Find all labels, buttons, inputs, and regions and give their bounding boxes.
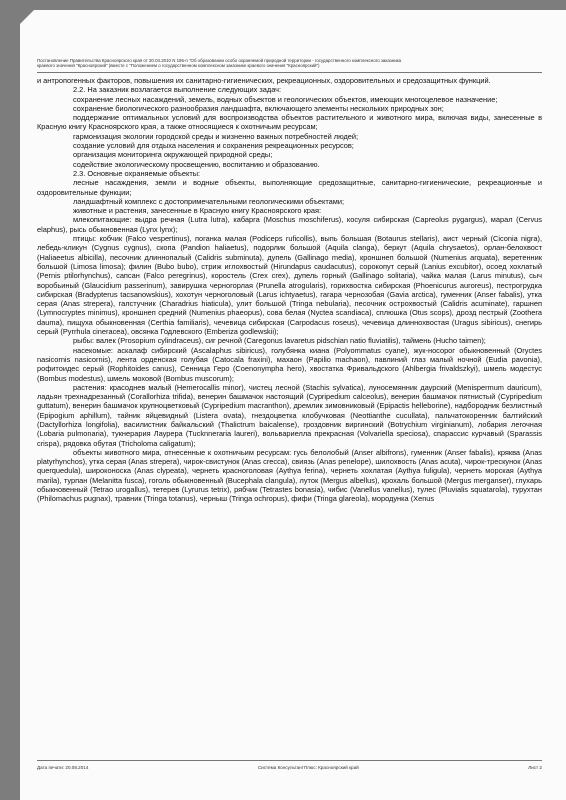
paragraph: содействие экологическому просвещению, воспитанию и образованию. [73, 159, 320, 169]
paragraph: объекты животного мира, отнесенные к охотничьим ресурсам: гусь белолобый (Anser albifrons), гуменник (Anser fabalis), кряква (Anas platyrhynchos), утка серая (Anas strepera), чирок-свистунок (Anas crecca), свиязь (Anas penelope), шилохвость (Anas acuta), чирок-трескунок (Anas querquedula), широконоска (Anas clypeata), чернеть красноголовая (Aythya ferina), чернеть хохлатая (Aythya fuligula), чернеть морская (Aythya marila), турпан (Melanitta fusca), гоголь обыкновенный (Bucephala clangula), луток (Mergus albellus), крохаль большой (Mergus merganser), глухарь обыкновенный (Tetrao urogallus), тетерев (Lyrurus tetrix), рябчик (Tetrastes bonasia), чибис (Vanellus vanellus), тулес (Pluvialis squatarola), турухтан (Philomachus pugnax), травник (Tringa totanus), черныш (Tringa ochropus), фифи (Tringa glareola), мородунка (Xenus [37, 447, 542, 504]
paragraph: организация мониторинга окружающей природной среды; [73, 150, 273, 160]
header-line-2: краевого значения "Красноярский" (вместе с "Положением о государственном комплексном заказнике краевого значения "Красноярский") [37, 63, 320, 69]
paragraph: лесные насаждения, земли и водные объекты, выполняющие средозащитные, санитарно-гигиенические, рекреационные и оздоровительные функции; [37, 178, 542, 197]
page-corner-fold [20, 10, 34, 24]
document-header [37, 58, 542, 69]
paragraph: и антропогенных факторов, повышения их санитарно-гигиенических, рекреационных, оздоровительных и средозащитных функций. [37, 76, 491, 85]
header-line-1: Постановление Правительства Красноярского края от 20.04.2010 N 196-п "Об образовании особо охраняемой природной территории - государственного комплексного заказника [37, 58, 402, 63]
paragraph: 2.3. Основные охраняемые объекты: [73, 168, 201, 178]
paragraph: гармонизация экологии городской среды и жизненно важных потребностей людей; [73, 131, 359, 141]
paragraph: поддержание оптимальных условий для воспроизводства объектов растительного и животного мира, включая виды, занесенные в Красную книгу Красноярского края, а также относящиеся к охотничьим ресурсам; [37, 113, 542, 132]
paragraph: растения: красоднев малый (Hemerocallis minor), чистец лесной (Stachis sylvatica), луносемянник даурский (Menispermum dauricum), ладьян трехнадрезанный (Corallorhiza trifida), венерин башмачок настоящий (Cypripedium calceolus), венерин башмачок пятнистый (Cypripedium guttatum), венерин башмачок крупноцветковый (Cypripedium macranthon), дремлик зимовниковый (Epipactis helleborine), надбородник безлистный (Epipogium aphillum), тайник яйцевидный (Listera ovata), гнездоцветка клобучковая (Neottianthe cucullata), пальчатокоренник балтийский (Dactyllorhiza longifolia), василистник байкальский (Thalictrum baicalense), гроздовник виргинский (Botrychium virginianum), лобария легочная (Lobaria pulmonaria), тукнерария Лаурера (Tucknneraria laureri), вольвариелла прекрасная (Volvariella speciosa), спарассис курчавый (Sparassis crispa), рядовка обутая (Tricholoma caligatum); [37, 382, 542, 448]
paragraph: млекопитающие: выдра речная (Lutra lutra), кабарга (Moschus moschiferus), косуля сибирская (Capreolus pygargus), марал (Cervus elaphus), рысь обыкновенная (Lynx lynx); [37, 215, 542, 234]
paragraph: насекомые: аскалаф сибирский (Ascalaphus sibiricus), голубянка киана (Polyommatus cyane), жук-носорог обыкновенный (Oryctes nasicornis nasicornis), лента орденская голубая (Catocala fraxini), махаон (Papilio machaon), павлиний глаз малый ночной (Eudia pavonia), рофитоидес серый (Rophitoides canus), Сенница Геро (Coenonympha hero), хвостатка Фривальдского (Ahlbergia frivaldszkyi), шмель модестус (Bombus modestus), шмель моховой (Bombus muscorum); [37, 345, 542, 383]
system-name: Система КонсультантПлюс: Красноярский край [257, 765, 359, 770]
page-number: Лист 2 [528, 765, 542, 770]
header-divider [37, 72, 542, 73]
paragraph: животные и растения, занесенные в Красную книгу Красноярского края: [73, 206, 322, 216]
paragraph: рыбы: валек (Prosopium cylindraceus), сиг речной (Caregonus lavaretus pidschian natio fluviatilis), таймень (Hucho taimen); [73, 336, 486, 346]
document-page [20, 10, 566, 800]
paragraph: птицы: кобчик (Falco vespertinus), поганка малая (Podiceps ruficollis), выпь большая (Botaurus stellaris), аист черный (Ciconia nigra), лебедь-кликун (Cygnus cygnus), скопа (Pandion haliaetus), подорлик большой (Aquila clanga), беркут (Aquila chrysaetos), орлан-белохвост (Haliaeetus albicilla), песочник длиннопалый (Calidris subminuta), дупель (Gallinago media), кроншнеп большой (Numenius arquata), веретенник большой (Limosa limosa); филин (Bubo bubo), стриж иглохвостый (Hirundapus caudacutus), сорокопут серый (Lanius excubitor), осоед хохлатый (Pernis ptilorhynchus), сапсан (Falco peregrinus), коростель (Crex crex), дупель горный (Gallinago solitaria), чайка малая (Larus minutus), сыч воробьиный (Glaucidium passerinum), завирушка черногорлая (Prunella atrogularis), горихвостка сибирская (Phoenicurus auroreus), пестрогрудка сибирская (Bradypterus tacsanowskius), хохотун черноголовый (Larus ichtyaetus), гагара чернозобая (Gavia arctica), гуменник (Anser fabalis), утка серая (Anas strepera), галстучник (Charadrius hiaticula), улит большой (Tringa nebularia), песочник острохвостый (Calidris acuminate), гаршнеп (Lymnocryptes minimus), кроншнеп средний (Numenius phaeopus), сова белая (Nyctea scandiaca), сплюшка (Otus scops), дрозд пестрый (Zoothera dauma), пищуха обыкновенная (Certhia familiaris), чечевица сибирская (Carpodacus roseus), чечевица длиннохвостая (Uragus sibiricus), снегирь серый (Pyrrhula cineracea), овсянка Годлевского (Emberiza godlewskii); [37, 234, 542, 337]
document-footer [37, 765, 542, 770]
footer-divider [37, 760, 542, 761]
paragraph: 2.2. На заказник возлагается выполнение следующих задач: [73, 85, 282, 95]
paragraph: создание условий для отдыха населения и сохранения рекреационных ресурсов; [73, 141, 354, 151]
paragraph: ландшафтный комплекс с достопримечательными геологическими объектами; [73, 196, 345, 206]
paragraph: сохранение биологического разнообразия ландшафта, включающего элементы нескольких природных зон; [73, 103, 444, 113]
paragraph: сохранение лесных насаждений, земель, водных объектов и геологических объектов, имеющих многоцелевое назначение; [73, 94, 498, 104]
print-date: Дата печати: 20.08.2014 [37, 765, 89, 770]
document-body [37, 76, 542, 504]
